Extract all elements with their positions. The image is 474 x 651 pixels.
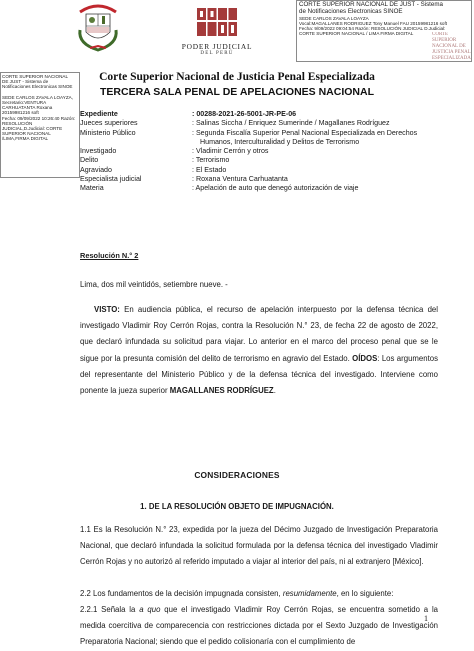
especialista-label: Especialista judicial xyxy=(80,175,142,184)
para-2-2-lead: 2.2 Los fundamentos de la decisión impugnada consisten, xyxy=(80,589,283,598)
signature-line: CORTE SUPERIOR NACIONAL / LIMA FIRMA DIGITAL xyxy=(299,31,414,37)
paragraph-2-2-1 xyxy=(80,602,439,647)
signature-line: Secretario:VENTURA xyxy=(2,100,47,106)
materia-label: Materia xyxy=(80,184,104,193)
ministerio-label: Ministerio Público xyxy=(80,128,136,137)
jueces-label: Jueces superiores xyxy=(80,119,138,128)
signature-line: CORTE SUPERIOR NACIONAL DE JUST - Sistema xyxy=(299,1,443,8)
visto-text-1: En audiencia pública, el recurso de apelación interpuesto por la defensa técnica del investigado Vladimir Roy Cerrón Rojas, contra la Resolución N.° 23, de fecha 22 de agosto de 2022, que declaró infundada su solicitud para viajar. Lo anterior en el marco del proceso penal que se le sigue por la presunta comisión del delito de terrorismo en agravio del Estado. xyxy=(80,305,438,363)
para-2-2-italic: resumidamente xyxy=(282,589,337,598)
delito-value: : Terrorismo xyxy=(192,156,230,165)
signature-line: de Notificaciones Electronicas SINOE xyxy=(299,7,403,15)
delito-label: Delito xyxy=(80,156,99,165)
especialista-value: : Roxana Ventura Carhuatanta xyxy=(192,175,288,184)
ponente-name: MAGALLANES RODRÍGUEZ xyxy=(169,386,274,396)
signature-line: RESOLUCIÓN xyxy=(2,120,33,126)
signature-line: Notificaciones Electronicas SINOE xyxy=(2,84,73,90)
signature-line: SEDE CARLOS ZAVALA LOAYZA, xyxy=(2,94,73,100)
coat-of-arms-icon xyxy=(76,2,120,52)
court-title: Corte Superior Nacional de Justicia Penal Especializada xyxy=(99,71,375,83)
page-number: 1 xyxy=(424,614,428,623)
agraviado-value: : El Estado xyxy=(192,165,227,174)
jueces-value: : Salinas Siccha / Enriquez Sumerinde / Magallanes Rodríguez xyxy=(192,119,390,128)
signature-line: Fecha: 09/09/2022 10:26:40 Razón: xyxy=(2,115,76,121)
visto-paragraph xyxy=(80,302,438,399)
signature-line: JUDICIAL,D.Judicial: CORTE xyxy=(2,126,63,132)
resolution-number: Resolución N.° 2 xyxy=(80,251,139,260)
materia-value: : Apelación de auto que denegó autorización de viaje xyxy=(192,184,359,193)
section-1-title: 1. DE LA RESOLUCIÓN OBJETO DE IMPUGNACIÓN. xyxy=(140,502,334,511)
ministerio-value: : Segunda Fiscalía Superior Penal Nacional Especializada en Derechos xyxy=(192,128,418,137)
date-line: Lima, dos mil veintidós, setiembre nueve. - xyxy=(80,280,228,289)
institution-country: DEL PERÚ xyxy=(200,51,234,56)
visto-end: . xyxy=(273,386,276,396)
para-2-2-1-tail: que el investigado Vladimir Roy Cerrón Rojas, se encuentra sometido a la medida coercitiva de comparecencia con restricciones dictada por el Sexto Juzgado de Investigación Preparatoria Nacional; siendo que el pedido colisionaría con el cumplimiento de xyxy=(80,605,439,647)
signature-line: CARHUATANTA Roxana xyxy=(2,105,53,111)
institution-name: PODER JUDICIAL xyxy=(181,42,253,51)
signature-line: 20159981216 soft xyxy=(2,110,39,116)
para-2-2-tail: , en lo siguiente: xyxy=(336,589,394,598)
ministerio-value-cont: Humanos, Interculturalidad y Delitos de Terrorismo xyxy=(200,137,360,146)
signature-line: DE JUST - Sistema de xyxy=(2,79,49,85)
signature-line: /LIMA,FIRMA DIGITAL xyxy=(2,136,49,142)
investigado-value: : Vladimir Cerrón y otros xyxy=(192,147,269,156)
signature-line: CORTE SUPERIOR NACIONAL xyxy=(2,74,69,79)
signature-line: SEDE CARLOS ZAVALA LOAYZA xyxy=(299,15,369,21)
chamber-title: TERCERA SALA PENAL DE APELACIONES NACIONAL xyxy=(100,86,374,98)
visto-lead: VISTO: xyxy=(94,305,120,314)
investigado-label: Investigado xyxy=(80,147,117,156)
considerations-title: CONSIDERACIONES xyxy=(194,470,280,480)
signature-line: SUPERIOR NACIONAL xyxy=(2,131,51,137)
digital-signature-left xyxy=(0,72,80,178)
expediente-label: Expediente xyxy=(80,110,118,118)
case-info xyxy=(80,110,417,194)
oidos-lead: OÍDOS xyxy=(352,353,378,363)
visto-text-2: : Los argumentos del representante del Ministerio Público y de la defensa técnica del investigado. Interviene como ponente la jueza superior xyxy=(80,353,438,396)
signature-line: Vocal:MAGALLANES RODRIGUEZ Tony Manuel FAU 20159981216 soft xyxy=(299,20,448,26)
agraviado-label: Agraviado xyxy=(80,165,112,174)
paragraph-2-2 xyxy=(80,586,438,602)
para-2-2-1-italic: a quo xyxy=(139,605,161,614)
expediente-value: : 00288-2021-26-5001-JR-PE-06 xyxy=(192,110,297,118)
signature-line: Fecha: 9/09/2022 09:04:54 Razón: RESOLUCIÓN JUDICIAL D.Judicial: xyxy=(299,26,446,31)
poder-judicial-logo-icon xyxy=(195,4,239,40)
court-stamp-text: CORTE SUPERIOR NACIONAL DE JUSTICIA PENAL ESPECIALIZADA xyxy=(432,32,471,61)
para-2-2-1-lead: 2.2.1 Señala la xyxy=(80,605,140,614)
paragraph-1-1: 1.1 Es la Resolución N.° 23, expedida por la jueza del Décimo Juzgado de Investigación Preparatoria Nacional, que declaró infundada la solicitud formulada por la defensa técnica del investigado Vladimir Cerrón Rojas y no autorizó al referido imputado a viajar al interior del país, ni al extranjero [México]. xyxy=(80,525,438,567)
